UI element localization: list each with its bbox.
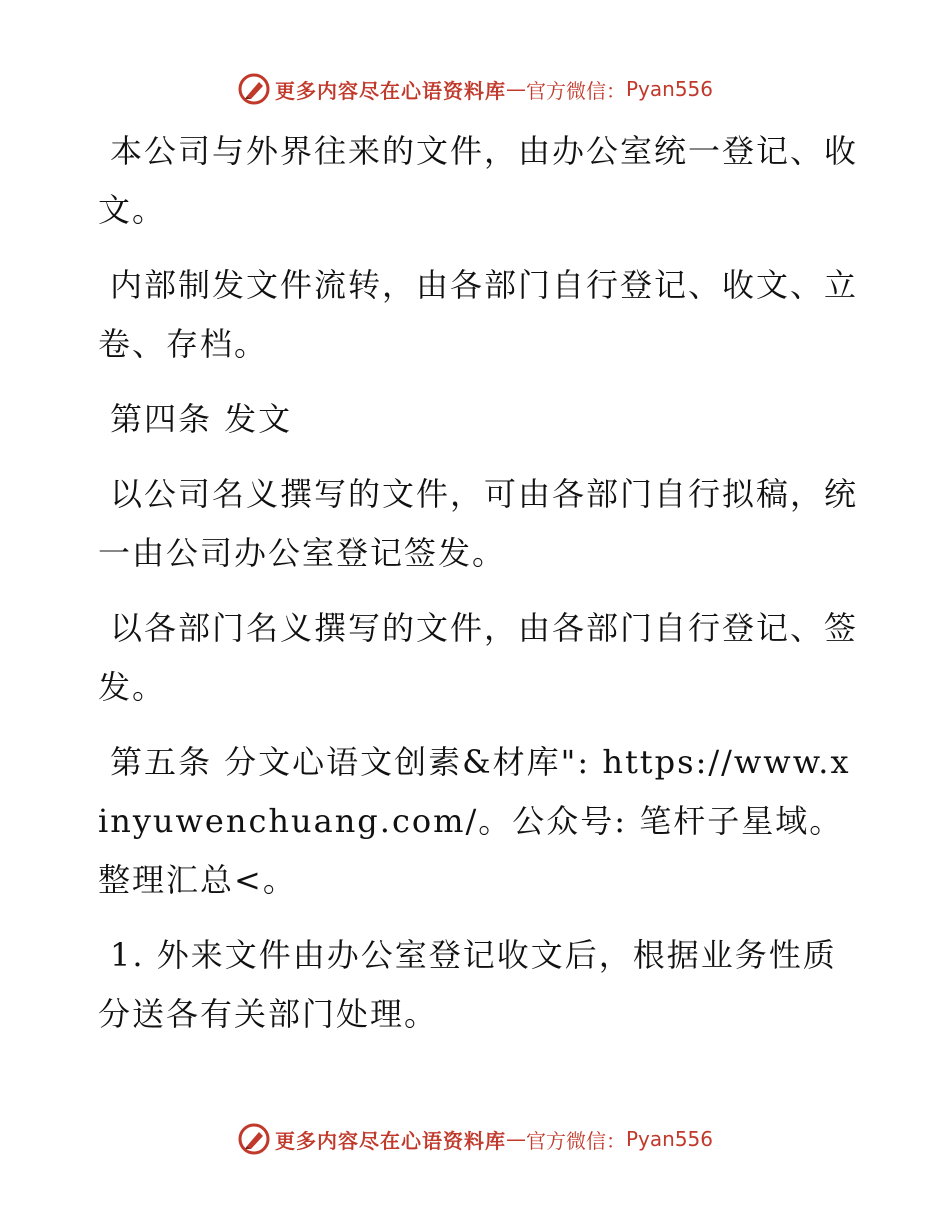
header-banner-wechat-id: Pyan556 <box>625 77 713 101</box>
section-heading-with-link: 第五条 分文心语文创素&材库": https://www.xinyuwenchuang.com/。公众号: 笔杆子星域。整理汇总<。 <box>98 743 851 899</box>
section-heading: 第四条 发文 <box>110 400 293 438</box>
header-banner-dash: — <box>505 77 526 101</box>
footer-banner-wechat-label: 官方微信： <box>525 1128 626 1153</box>
pen-nib-logo-icon <box>237 72 271 106</box>
document-body <box>98 122 858 1060</box>
footer-banner-wechat-id: Pyan556 <box>625 1127 713 1151</box>
list-item: 1. 外来文件由办公室登记收文后，根据业务性质分送各有关部门处理。 <box>98 936 837 1033</box>
paragraph: 以各部门名义撰写的文件，由各部门自行登记、签发。 <box>98 609 859 706</box>
paragraph: 以公司名义撰写的文件，可由各部门自行拟稿，统一由公司办公室登记签发。 <box>98 475 859 572</box>
footer-banner <box>0 1122 950 1156</box>
header-banner-title: 更多内容尽在心语资料库 <box>274 78 506 103</box>
pen-nib-logo-icon <box>237 1122 271 1156</box>
header-banner-wechat-label: 官方微信： <box>525 78 626 103</box>
footer-banner-dash: — <box>505 1127 526 1151</box>
paragraph: 本公司与外界往来的文件，由办公室统一登记、收文。 <box>98 132 859 229</box>
footer-banner-title: 更多内容尽在心语资料库 <box>274 1128 506 1153</box>
paragraph: 内部制发文件流转，由各部门自行登记、收文、立卷、存档。 <box>98 266 859 363</box>
header-banner <box>0 72 950 106</box>
